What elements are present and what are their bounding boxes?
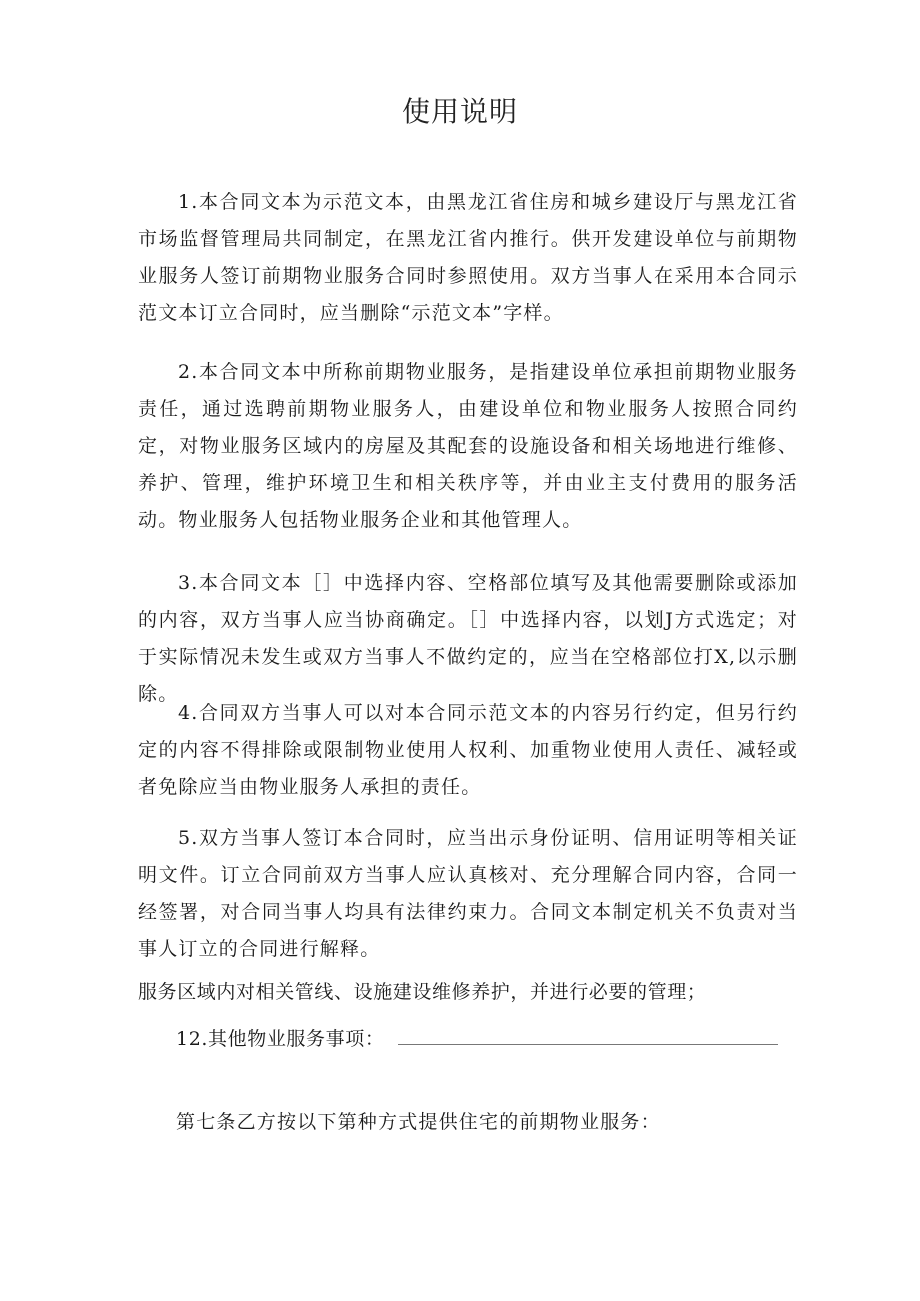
article-7-text: 第七条乙方按以下第种方式提供住宅的前期物业服务： — [176, 1111, 661, 1133]
item-12-blank-field[interactable] — [398, 1044, 778, 1045]
instruction-paragraph-2: 2.本合同文本中所称前期物业服务，是指建设单位承担前期物业服务责任，通过选聘前期物业服务人，由建设单位和物业服务人按照合同约定，对物业服务区域内的房屋及其配套的设施设备和相关场地进行维修、养护、管理，维护环境卫生和相关秩序等，并由业主支付费用的服务活动。物业服务人包括物业服务企业和其他管理人。 — [138, 361, 798, 531]
instruction-paragraph-3: 3.本合同文本［］中选择内容、空格部位填写及其他需要删除或添加的内容，双方当事人应当协商确定。［］中选择内容，以划J方式选定；对于实际情况未发生或双方当事人不做约定的，应当在空格部位打X,以示删除。 — [138, 572, 798, 705]
instruction-paragraph-1: 1.本合同文本为示范文本，由黑龙江省住房和城乡建设厅与黑龙江省市场监督管理局共同制定，在黑龙江省内推行。供开发建设单位与前期物业服务人签订前期物业服务合同时参照使用。双方当事人在采用本合同示范文本订立合同时，应当删除“示范文本”字样。 — [138, 191, 798, 324]
instruction-paragraph-5: 5.双方当事人签订本合同时，应当出示身份证明、信用证明等相关证明文件。订立合同前双方当事人应认真核对、充分理解合同内容，合同一经签署，对合同当事人均具有法律约束力。合同文本制定机关不负责对当事人订立的合同进行解释。 — [138, 827, 798, 960]
instruction-paragraph-4: 4.合同双方当事人可以对本合同示范文本的内容另行约定，但另行约定的内容不得排除或限制物业使用人权利、加重物业使用人责任、减轻或者免除应当由物业服务人承担的责任。 — [138, 702, 798, 798]
fragment-line: 服务区域内对相关管线、设施建设维修养护，并进行必要的管理； — [138, 981, 707, 1003]
page-title: 使用说明 — [401, 95, 518, 128]
item-12-label: 12.其他物业服务事项： — [176, 1028, 385, 1050]
